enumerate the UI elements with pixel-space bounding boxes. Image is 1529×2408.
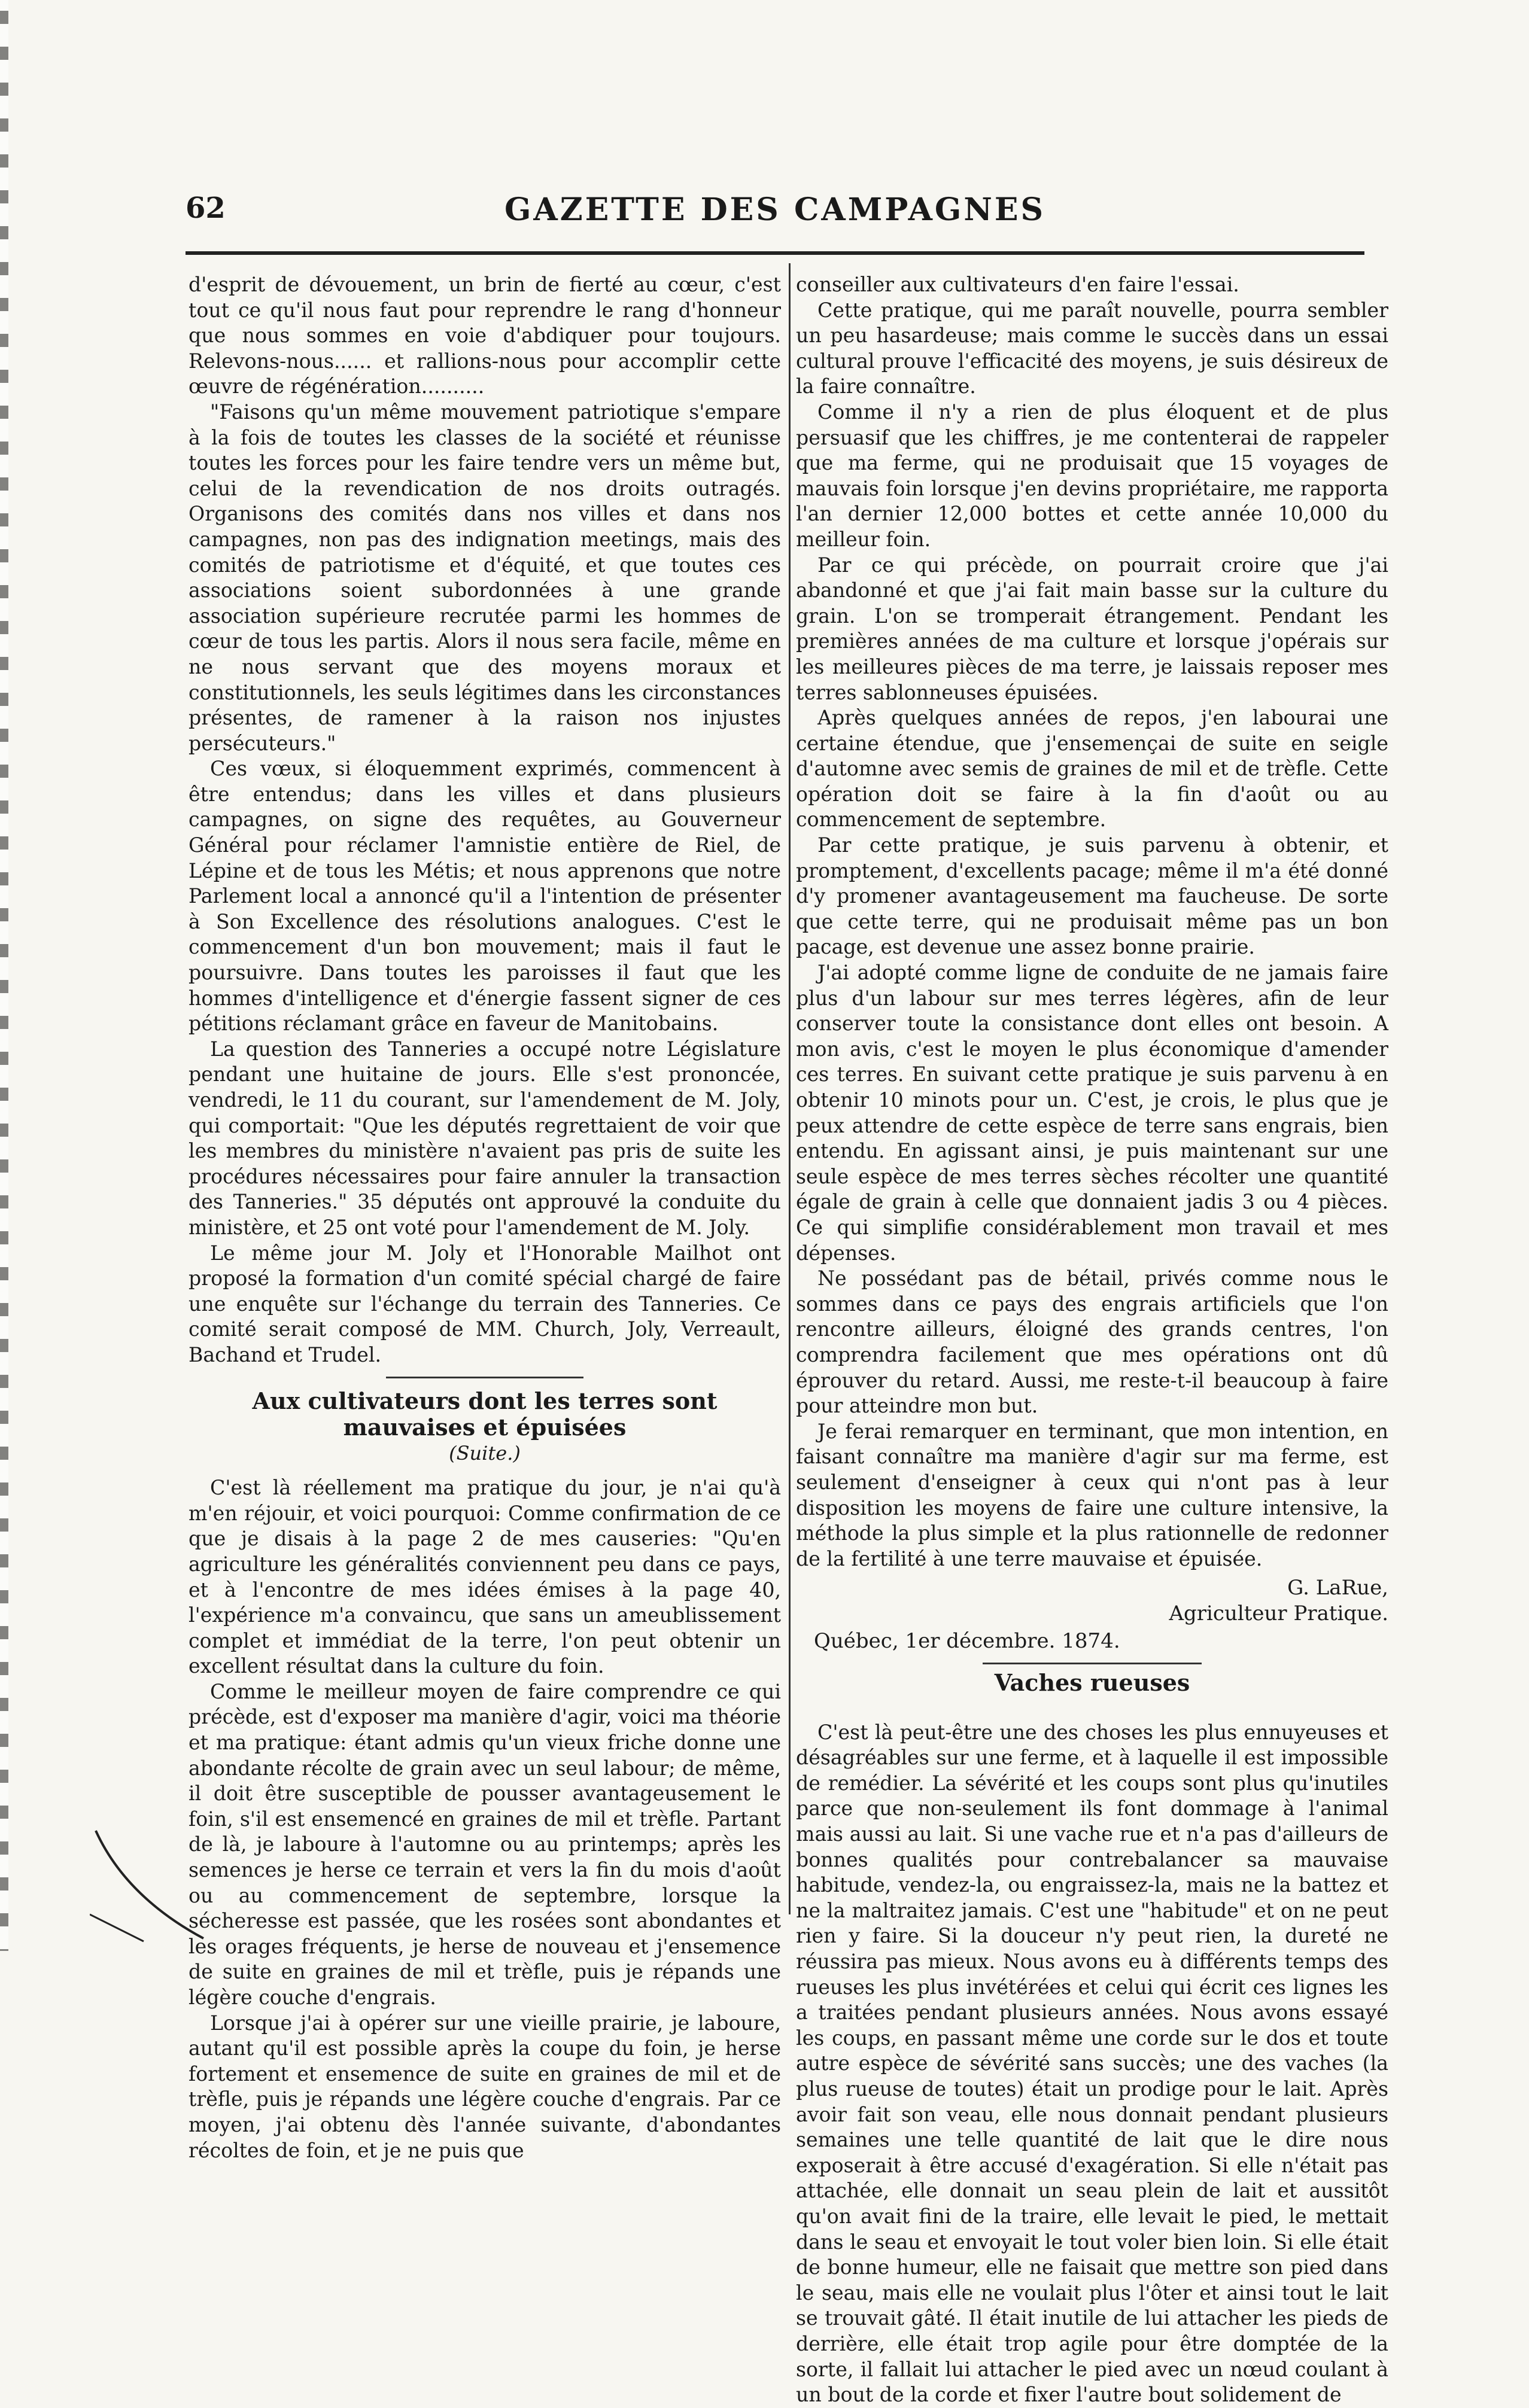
author-title: Agriculteur Pratique. (1169, 1601, 1388, 1625)
article-suite-label: (Suite.) (449, 1441, 521, 1465)
paragraph: C'est là peut-être une des choses les plus ennuyeuses et désagréables sur une ferme, et à laquelle il est impossible de remédier. La sévérité et les coups sont plus qu'inutiles parce que non-seulement ils font dommage à l'animal mais aussi au lait. Si une vache rue et n'a pas d'ailleurs de bonnes qualités pour contrebalancer sa mauvaise habitude, vendez-la, ou engraissez-la, mais ne la battez et ne la maltraitez jamais. C'est une "habitude" et on ne peut rien y faire. Si la douceur n'y peut rien, la dureté ne réussira pas mieux. Nous avons eu à différents temps des rueuses les plus invétérées et celui qui écrit ces lignes les a traitées pendant plusieurs années. Nous avons essayé les coups, en passant même une corde sur le dos et toute autre espèce de sévérité sans succès; une des vaches (la plus rueuse de toutes) était un prodige pour le lait. Après avoir fait son veau, elle nous donnait pendant plusieurs semaines une telle quantité de lait que le dire nous exposerait à être accusé d'exagération. Si elle n'était pas attachée, elle donnait un seau plein de lait et aussitôt qu'on avait fini de la traire, elle levait le pied, le mettait dans le seau et envoyait le tout voler bien loin. Si elle était de bonne humeur, elle ne faisait que mettre son pied dans le seau, mais elle ne voulait plus l'ôter et ainsi tout le lait se trouvait gâté. Il était inutile de lui attacher les pieds de derrière, elle était trop agile pour être domptée de la sorte, il fallait lui attacher le pied avec un nœud coulant à un bout de la corde et fixer l'autre bout solidement de (796, 1720, 1388, 2407)
header-rule (186, 251, 1364, 255)
paragraph: Ne possédant pas de bétail, privés comme nous le sommes dans ce pays des engrais artificiels que l'on rencontre ailleurs, éloigné des grands centres, l'on comprendra facilement que mes opérations ont dû éprouver du retard. Aussi, me reste-t-il beaucoup à faire pour atteindre mon but. (796, 1267, 1388, 1418)
paragraph: Par ce qui précède, on pourrait croire que j'ai abandonné et que j'ai fait main basse sur la culture du grain. L'on se tromperait étrangement. Pendant les premières années de ma culture et lorsque j'opérais sur les meilleures pièces de ma terre, je laissais reposer mes terres sablonneuses épuisées. (796, 553, 1388, 704)
page-number: 62 (186, 191, 226, 225)
author-signature: G. LaRue, (1287, 1576, 1388, 1600)
page-header (186, 191, 1364, 227)
paragraph: Je ferai remarquer en terminant, que mon intention, en faisant connaître ma manière d'agir sur ma ferme, est seulement d'enseigner à ceux qui n'ont pas à leur disposition les moyens de faire une culture intensive, la méthode la plus simple et la plus rationnelle de redonner de la fertilité à une terre mauvaise et épuisée. (796, 1419, 1388, 1570)
paragraph: "Faisons qu'un même mouvement patriotique s'empare à la fois de toutes les classes de la société et réunisse toutes les forces pour les faire tendre vers un même but, celui de la revendication de nos droits outragés. Organisons des comités dans nos villes et dans nos campagnes, non pas des indignation meetings, mais des comités de patriotisme et d'équité, et que toutes ces associations soient subordonnées à une grande association supérieure recrutée parmi les hommes de cœur de tous les partis. Alors il nous sera facile, même en ne nous servant que des moyens moraux et constitutionnels, les seuls légitimes dans les circonstances présentes, de ramener à la raison nos injustes persécuteurs." (189, 400, 781, 755)
column-divider (789, 263, 791, 1914)
paragraph: Ces vœux, si éloquemment exprimés, commencent à être entendus; dans les villes et dans plusieurs campagnes, on signe des requêtes, au Gouverneur Général pour réclamer l'amnistie entière de Riel, de Lépine et de tous les Métis; et nous apprenons que notre Parlement local a annoncé qu'il a l'intention de présenter à Son Excellence des résolutions analogues. C'est le commencement d'un bon mouvement; mais il faut le poursuivre. Dans toutes les paroisses il faut que les hommes d'intelligence et d'énergie fassent signer de ces pétitions réclamant grâce en faveur de Manitobains. (189, 757, 781, 1036)
right-column (796, 272, 1388, 2408)
paragraph: J'ai adopté comme ligne de conduite de ne jamais faire plus d'un labour sur mes terres légères, afin de leur conserver toute la consistance dont elles ont besoin. A mon avis, c'est le moyen le plus économique d'amender ces terres. En suivant cette pratique je suis parvenu à en obtenir 10 minots pour un. C'est, je crois, le plus que je peux attendre de cette espèce de terre sans engrais, bien entendu. En agissant ainsi, je puis maintenant sur une seule espèce de mes terres sèches récolter une quantité égale de grain à celle que donnaient jadis 3 ou 4 pièces. Ce qui simplifie considérablement mon travail et mes dépenses. (796, 961, 1388, 1265)
article-title-wrapper (796, 1663, 1388, 1696)
article-title: Vaches rueuses (983, 1663, 1202, 1696)
dateline: Québec, 1er décembre. 1874. (814, 1629, 1120, 1654)
paragraph: Cette pratique, qui me paraît nouvelle, pourra sembler un peu hasardeuse; mais comme le succès dans un essai cultural prouve l'efficacité des moyens, je suis désireux de la faire connaître. (796, 298, 1388, 398)
article-title: Aux cultivateurs dont les terres sont mauvaises et épuisées (252, 1387, 718, 1441)
paragraph: La question des Tanneries a occupé notre Législature pendant une huitaine de jours. Elle s'est prononcée, vendredi, le 11 du courant, sur l'amendement de M. Joly, qui comportait: "Que les députés regrettaient de voir que les membres du ministère n'avaient pas pris de suite les procédures nécessaires pour faire annuler la transaction des Tanneries." 35 députés ont approuvé la conduite du ministère, et 25 ont voté pour l'amendement de M. Joly. (189, 1037, 781, 1239)
paragraph: Comme il n'y a rien de plus éloquent et de plus persuasif que les chiffres, je me contenterai de rappeler que ma ferme, qui ne produisait que 15 voyages de mauvais foin lorsque j'en devins propriétaire, me rapporta l'an dernier 12,000 bottes et cette année 10,000 du meilleur foin. (796, 400, 1388, 551)
scan-margin-edge (0, 0, 8, 1951)
paragraph: Lorsque j'ai à opérer sur une vieille prairie, je laboure, autant qu'il est possible après la coupe du foin, je herse fortement et ensemence de suite en graines de mil et de trèfle, puis je répands une légère couche d'engrais. Par ce moyen, j'ai obtenu dès l'année suivante, d'abondantes récoltes de foin, et je ne puis que (189, 2011, 781, 2162)
paragraph: Le même jour M. Joly et l'Honorable Mailhot ont proposé la formation d'un comité spécial chargé de faire une enquête sur l'échange du terrain des Tanneries. Ce comité serait composé de MM. Church, Joly, Verreault, Bachand et Trudel. (189, 1241, 781, 1366)
paragraph: Par cette pratique, je suis parvenu à obtenir, et promptement, d'excellents pacage; même il m'a été donné d'y promener avantageusement ma faucheuse. De sorte que cette terre, qui ne produisait même pas un bon pacage, est devenue une assez bonne prairie. (796, 833, 1388, 959)
running-title: GAZETTE DES CAMPAGNES (504, 191, 1046, 228)
section-rule (386, 1377, 583, 1378)
paragraph: C'est là réellement ma pratique du jour, je n'ai qu'à m'en réjouir, et voici pourquoi: Comme confirmation de ce que je disais à la page 2 de mes causeries: "Qu'en agriculture les généralités conviennent peu dans ce pays, et à l'encontre de mes idées émises à la page 40, l'expérience m'a convaincu, que sans un ameublissement complet et immédiat de la terre, l'on peut obtenir un excellent résultat dans la culture du foin. (189, 1476, 781, 1678)
paragraph: Après quelques années de repos, j'en labourai une certaine étendue, que j'ensemençai de suite en seigle d'automne avec semis de graines de mil et de trèfle. Cette opération doit se faire à la fin d'août ou au commencement de septembre. (796, 706, 1388, 832)
paragraph: Comme le meilleur moyen de faire comprendre ce qui précède, est d'exposer ma manière d'agir, voici ma théorie et ma pratique: étant admis qu'un vieux friche donne une abondante récolte de grain avec un seul labour; de même, il doit être susceptible de pousser avantageusement le foin, s'il est ensemencé en graines de mil et trèfle. Partant de là, je laboure à l'automne ou au printemps; après les semences je herse ce terrain et vers la fin du mois d'août ou au commencement de septembre, lorsque la sécheresse est passée, que les rosées sont abondantes et les orages fréquents, je herse de nouveau et j'ensemence de suite en graines de mil et trèfle, puis je répands une légère couche d'engrais. (189, 1679, 781, 2009)
paragraph: conseiller aux cultivateurs d'en faire l'essai. (796, 273, 1239, 296)
scan-artifact-mark (90, 1825, 209, 1944)
paragraph: d'esprit de dévouement, un brin de fierté au cœur, c'est tout ce qu'il nous faut pour reprendre le rang d'honneur que nous sommes en voie d'abdiquer pour toujours. Relevons-nous...... et rallions-nous pour accomplir cette œuvre de régénération.......... (189, 273, 781, 398)
left-column (189, 272, 781, 2163)
